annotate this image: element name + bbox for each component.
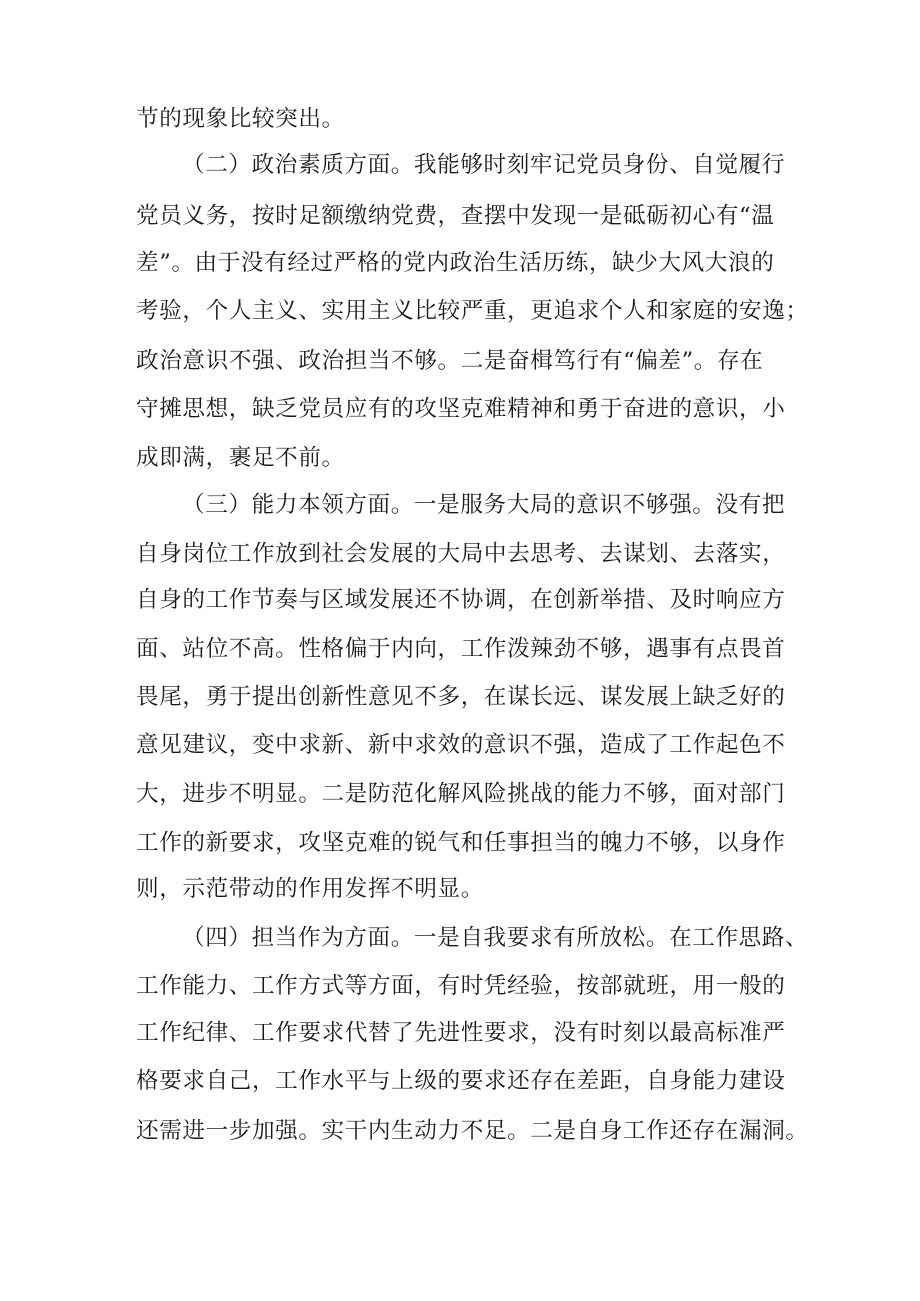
text-line: 党员义务，按时足额缴纳党费，查摆中发现一是砥砺初心有“温: [136, 203, 775, 229]
section-heading-responsibility: （四）担当作为方面。一是自我要求有所放松。在工作思路、: [182, 925, 809, 951]
section-heading-ability: （三）能力本领方面。一是服务大局的意识不够强。没有把: [182, 492, 786, 518]
text-line: 自身岗位工作放到社会发展的大局中去思考、去谋划、去落实，: [136, 541, 786, 567]
text-line: 工作纪律、工作要求代替了先进性要求，没有时刻以最高标准严: [136, 1020, 786, 1046]
text-line: 畏尾，勇于提出创新性意见不多，在谋长远、谋发展上缺乏好的: [136, 684, 786, 710]
text-line: 守摊思想，缺乏党员应有的攻坚克难精神和勇于奋进的意识，小: [136, 396, 786, 422]
text-line: 考验，个人主义、实用主义比较严重，更追求个人和家庭的安逸；: [136, 298, 809, 324]
text-line: 节的现象比较突出。: [136, 106, 345, 132]
text-line: 工作能力、工作方式等方面，有时凭经验，按部就班，用一般的: [136, 973, 786, 999]
text-line: 意见建议，变中求新、新中求效的意识不强，造成了工作起色不: [136, 732, 786, 758]
text-line: 还需进一步加强。实干内生动力不足。二是自身工作还存在漏洞。: [136, 1118, 809, 1144]
text-line: 则，示范带动的作用发挥不明显。: [136, 876, 484, 902]
text-line: 政治意识不强、政治担当不够。二是奋楫笃行有“偏差”。存在: [136, 348, 764, 374]
text-line: 大，进步不明显。二是防范化解风险挑战的能力不够，面对部门: [136, 781, 786, 807]
text-line: 成即满，裹足不前。: [136, 445, 345, 471]
text-line: 面、站位不高。性格偏于内向，工作泼辣劲不够，遇事有点畏首: [136, 636, 786, 662]
text-line: 工作的新要求，攻坚克难的锐气和任事担当的魄力不够，以身作: [136, 830, 786, 856]
section-heading-political: （二）政治素质方面。我能够时刻牢记党员身份、自觉履行: [182, 152, 786, 178]
text-line: 格要求自己，工作水平与上级的要求还存在差距，自身能力建设: [136, 1068, 786, 1094]
text-line: 自身的工作节奏与区域发展还不协调，在创新举措、及时响应方: [136, 587, 786, 613]
text-line: 差”。由于没有经过严格的党内政治生活历练，缺少大风大浪的: [136, 250, 775, 276]
